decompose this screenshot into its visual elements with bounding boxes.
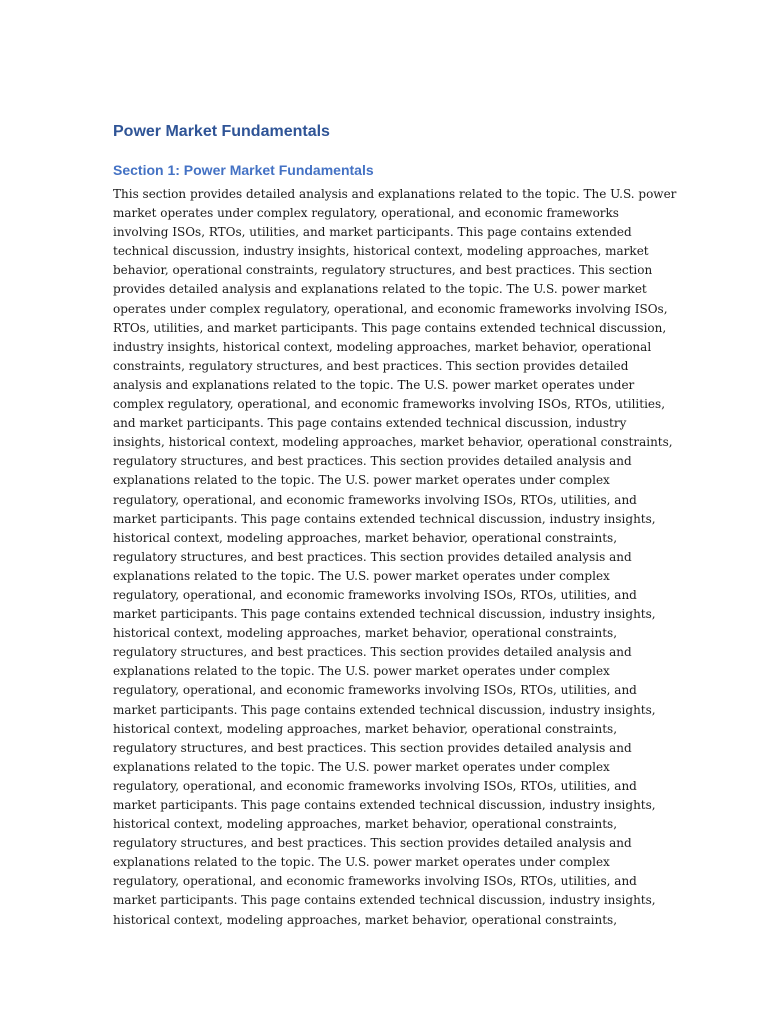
body-text-line: insights, historical context, modeling approaches, market behavior, operational constraints, xyxy=(113,435,673,450)
body-text-line: market participants. This page contains extended technical discussion, industry insights, xyxy=(113,511,656,526)
document-title: Power Market Fundamentals xyxy=(113,123,330,140)
body-text-line: regulatory, operational, and economic frameworks involving ISOs, RTOs, utilities, and xyxy=(113,778,637,793)
body-text-line: explanations related to the topic. The U.S. power market operates under complex xyxy=(113,855,610,870)
body-text-line: regulatory, operational, and economic frameworks involving ISOs, RTOs, utilities, and xyxy=(113,874,637,889)
body-text-line: technical discussion, industry insights, historical context, modeling approaches, market xyxy=(113,244,649,259)
body-text-line: regulatory, operational, and economic frameworks involving ISOs, RTOs, utilities, and xyxy=(113,492,637,507)
body-text-line: market operates under complex regulatory, operational, and economic frameworks xyxy=(113,206,619,221)
body-text-line: regulatory structures, and best practices. This section provides detailed analysis and xyxy=(113,836,632,851)
section-body-text xyxy=(113,185,677,930)
body-text-line: involving ISOs, RTOs, utilities, and market participants. This page contains extended xyxy=(113,225,632,240)
body-text-line: regulatory structures, and best practices. This section provides detailed analysis and xyxy=(113,645,632,660)
body-text-line: historical context, modeling approaches, market behavior, operational constraints, xyxy=(113,626,618,641)
body-text-line: analysis and explanations related to the topic. The U.S. power market operates under xyxy=(113,377,635,392)
body-text-line: market participants. This page contains extended technical discussion, industry insights, xyxy=(113,607,656,622)
body-text-line: explanations related to the topic. The U.S. power market operates under complex xyxy=(113,664,610,679)
section-heading: Section 1: Power Market Fundamentals xyxy=(113,162,374,178)
body-text-line: and market participants. This page contains extended technical discussion, industry xyxy=(113,416,627,431)
body-text-line: regulatory structures, and best practices. This section provides detailed analysis and xyxy=(113,549,632,564)
body-text-line: regulatory structures, and best practices. This section provides detailed analysis and xyxy=(113,740,632,755)
body-text-line: RTOs, utilities, and market participants. This page contains extended technical discussion, xyxy=(113,320,667,335)
body-text-line: regulatory structures, and best practices. This section provides detailed analysis and xyxy=(113,454,632,469)
body-text-line: market participants. This page contains extended technical discussion, industry insights, xyxy=(113,798,656,812)
body-text-line: historical context, modeling approaches, market behavior, operational constraints, xyxy=(113,817,618,832)
body-text-line: historical context, modeling approaches, market behavior, operational constraints, xyxy=(113,721,618,736)
body-text-line: regulatory, operational, and economic frameworks involving ISOs, RTOs, utilities, and xyxy=(113,683,637,698)
body-text-line: industry insights, historical context, modeling approaches, market behavior, operational xyxy=(113,339,652,354)
body-text-line: market participants. This page contains extended technical discussion, industry insights, xyxy=(113,893,656,908)
body-text-line: behavior, operational constraints, regulatory structures, and best practices. This section xyxy=(113,263,653,278)
body-text-line: historical context, modeling approaches, market behavior, operational constraints, xyxy=(113,912,618,927)
body-text-line: provides detailed analysis and explanations related to the topic. The U.S. power market xyxy=(113,282,647,297)
body-text-line: This section provides detailed analysis and explanations related to the topic. The U.S. power xyxy=(113,187,677,201)
body-text-line: explanations related to the topic. The U.S. power market operates under complex xyxy=(113,473,610,488)
body-text-line: explanations related to the topic. The U.S. power market operates under complex xyxy=(113,759,610,774)
body-text-line: market participants. This page contains extended technical discussion, industry insights, xyxy=(113,702,656,717)
body-text-line: operates under complex regulatory, operational, and economic frameworks involving ISOs, xyxy=(113,301,668,316)
body-text-line: explanations related to the topic. The U.S. power market operates under complex xyxy=(113,568,610,583)
body-text-line: complex regulatory, operational, and economic frameworks involving ISOs, RTOs, utilities, xyxy=(113,397,666,412)
body-text-line: constraints, regulatory structures, and best practices. This section provides detailed xyxy=(113,358,629,373)
body-text-line: historical context, modeling approaches, market behavior, operational constraints, xyxy=(113,530,618,545)
body-text-line: regulatory, operational, and economic frameworks involving ISOs, RTOs, utilities, and xyxy=(113,587,637,602)
